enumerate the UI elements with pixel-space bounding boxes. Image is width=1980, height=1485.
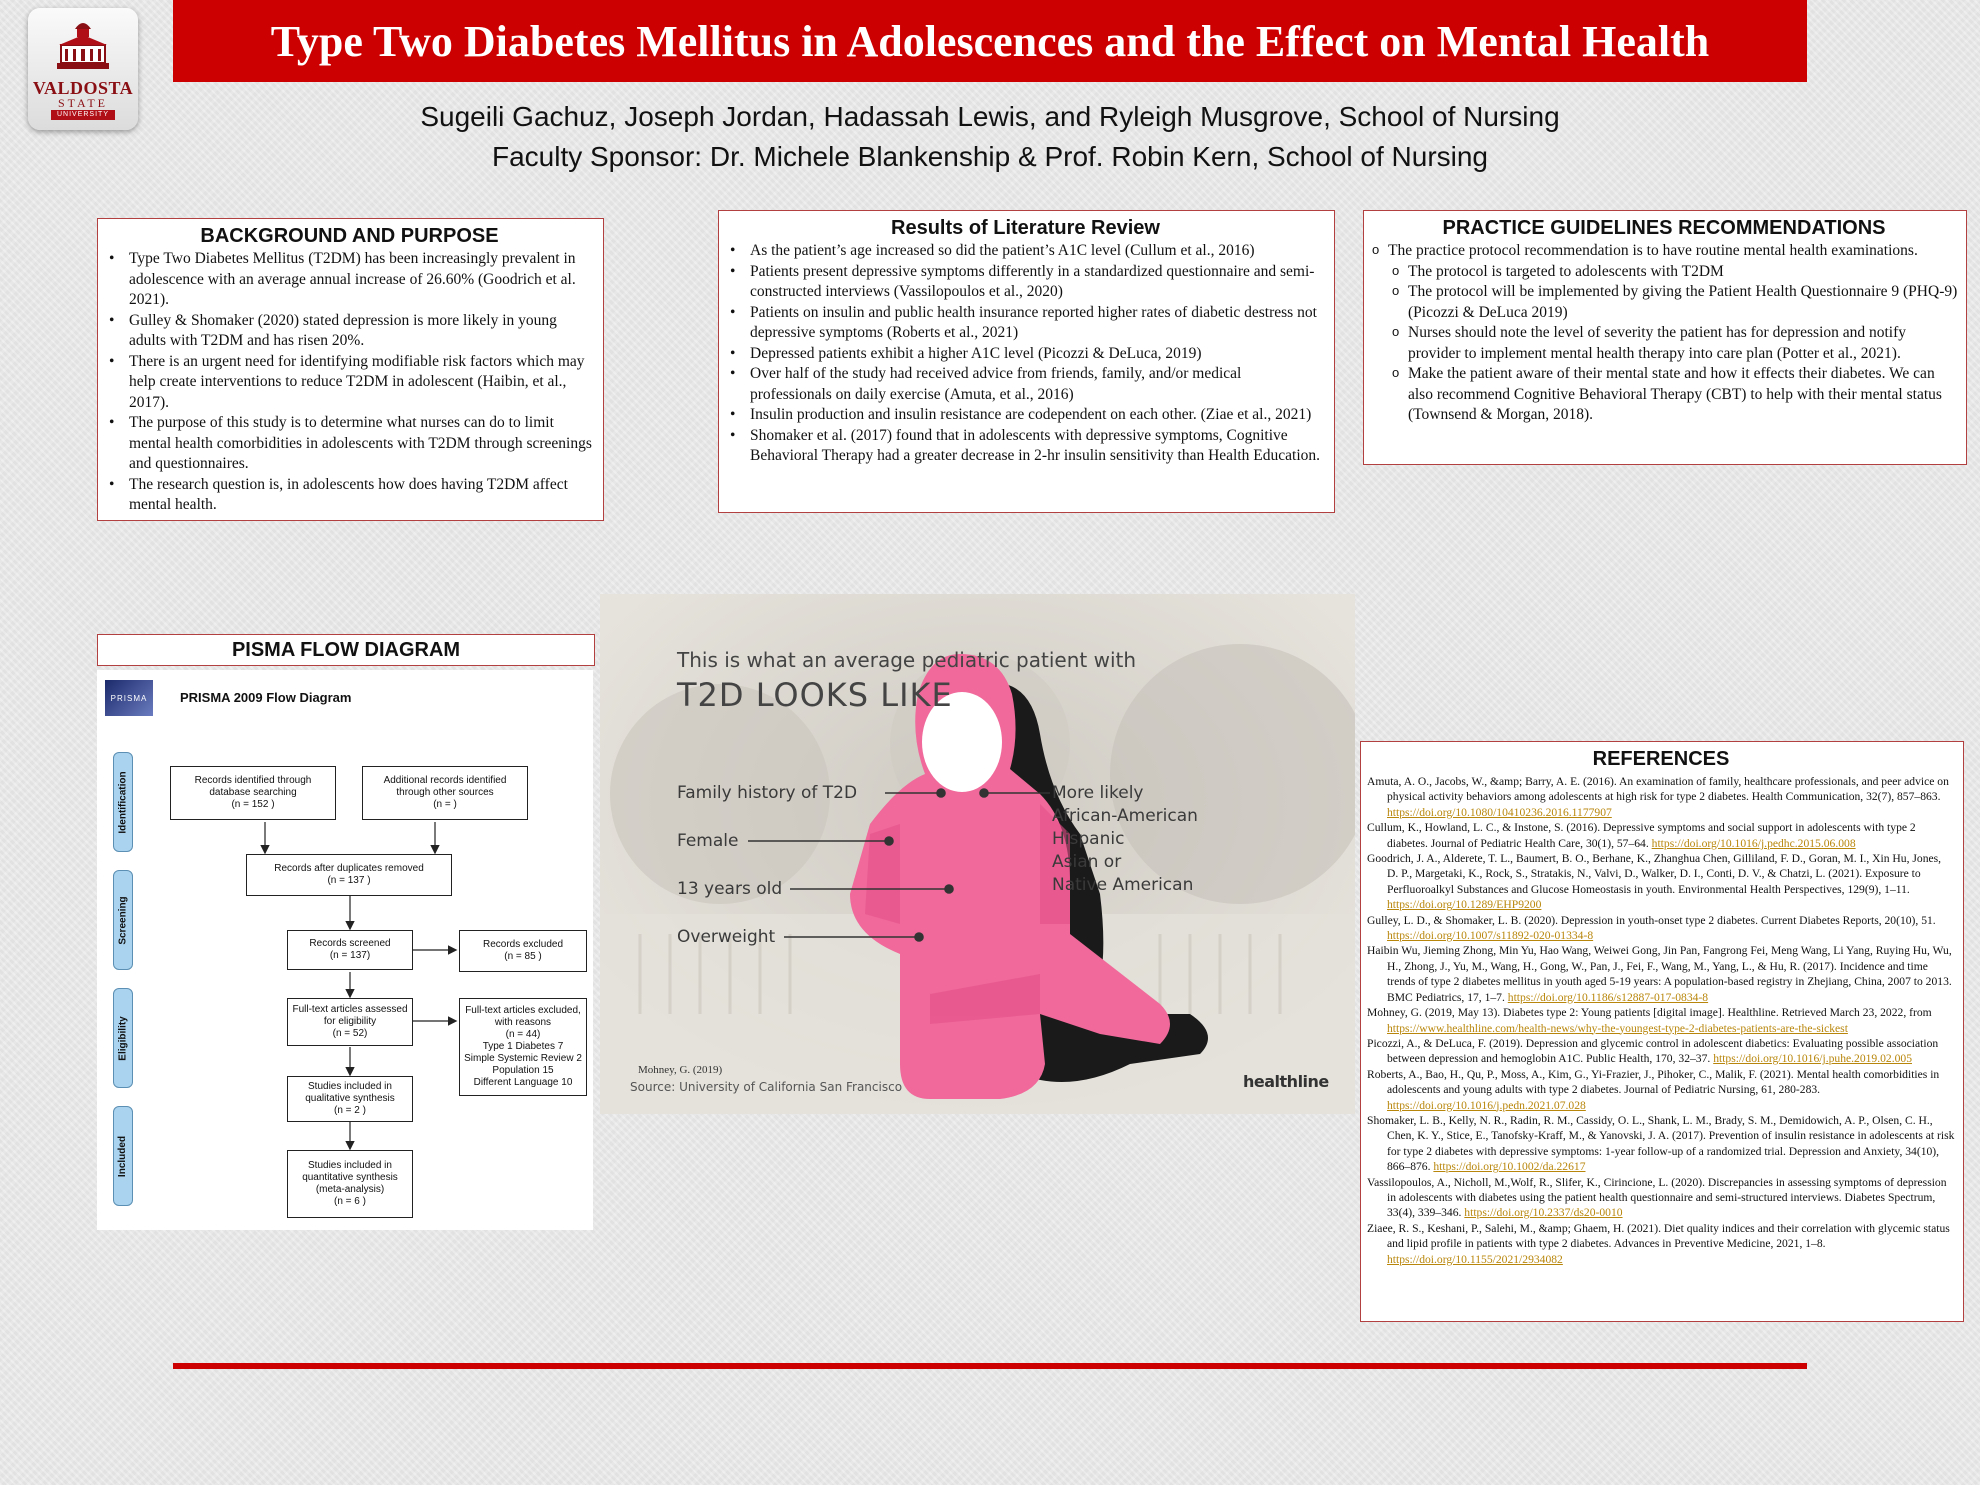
prisma-box-line: through other sources — [396, 787, 494, 798]
label-family-history: Family history of T2D — [677, 783, 858, 803]
stage-label: Identification — [117, 770, 129, 834]
prisma-box-excluded — [459, 930, 587, 972]
infographic-headline: T2D LOOKS LIKE — [677, 676, 953, 714]
reference-link[interactable]: https://doi.org/10.1289/EHP9200 — [1387, 898, 1542, 912]
bottom-divider — [173, 1363, 1807, 1369]
background-heading: BACKGROUND AND PURPOSE — [200, 225, 499, 247]
label-asian-or: Asian or — [1052, 852, 1122, 872]
reference-entry — [1367, 820, 1955, 851]
university-logo — [28, 8, 138, 130]
prisma-box-database — [170, 766, 336, 820]
prisma-box-line: (n = 137) — [329, 950, 371, 961]
prisma-box-line: (n = 52) — [332, 1028, 368, 1039]
references-list — [1367, 774, 1955, 1267]
background-list — [104, 249, 595, 516]
prisma-box-line: Different Language 10 — [473, 1077, 573, 1088]
literature-item: • Shomaker et al. (2017) found that in adolescents with depressive symptoms, Cognitive Behavioral Therapy had a greater decrease in 2-hr insulin sensitivity than Health Education. — [725, 426, 1326, 467]
literature-item: • As the patient’s age increased so did the patient’s A1C level (Cullum et al., 2016) — [725, 241, 1326, 262]
authors-line: Sugeili Gachuz, Joseph Jordan, Hadassah Lewis, and Ryleigh Musgrove, School of Nursing — [420, 101, 1560, 132]
reference-text: Gulley, L. D., & Shomaker, L. B. (2020). Depression in youth-onset type 2 diabetes. Current Diabetes Reports, 20(10), 51. — [1367, 913, 1936, 927]
prisma-box-duplicates — [246, 854, 452, 896]
reference-link[interactable]: https://doi.org/10.1155/2021/2934082 — [1387, 1252, 1563, 1266]
patient-infographic — [600, 594, 1355, 1114]
prisma-diagram — [97, 670, 593, 1230]
literature-section — [718, 210, 1335, 513]
prisma-diagram-title: PRISMA 2009 Flow Diagram — [180, 690, 352, 705]
right-labels — [1052, 782, 1198, 897]
references-section — [1360, 741, 1964, 1322]
prisma-box-line: Additional records identified — [383, 775, 507, 786]
label-native-american: Native American — [1052, 875, 1194, 895]
stage-label: Screening — [117, 895, 129, 945]
prisma-box-line: for eligibility — [323, 1016, 377, 1027]
practice-main-text: The practice protocol recommendation is to have routine mental health examinations. — [1388, 242, 1918, 259]
literature-item: • Insulin production and insulin resistance are codependent on each other. (Ziae et al., 2021) — [725, 405, 1326, 426]
reference-text: Haibin Wu, Jieming Zhong, Min Yu, Hao Wang, Weiwei Gong, Jin Pan, Fangrong Fei, Meng Wang, Li Yang, Ruying Hu, Wu, H., Zhong, J., Yu, M., Wang, H., Gong, W., Pan, J., Fei, F., Wang, M., Yang, L., & Hu, R. (2017). Incidence and time trends of type 2 diabetes mellitus in youth aged 5-19 years: A population-based registry in Zhejiang, China, 2007 to 2013. BMC Pediatrics, 17, 1–7. — [1367, 944, 1952, 1004]
reference-link[interactable]: https://doi.org/10.1016/j.pedhc.2015.06.008 — [1651, 836, 1856, 850]
literature-heading: Results of Literature Review — [891, 217, 1160, 239]
prisma-box-line: (n = ) — [433, 799, 457, 810]
prisma-box-line: Simple Systemic Review 2 — [464, 1053, 582, 1064]
prisma-box-line: Records after duplicates removed — [274, 863, 424, 874]
prisma-box-line: (n = 6 ) — [334, 1196, 366, 1207]
reference-link[interactable]: https://doi.org/10.1186/s12887-017-0834-8 — [1507, 990, 1709, 1004]
reference-link[interactable]: https://www.healthline.com/health-news/why-the-youngest-type-2-diabetes-patients-are-the-sickest — [1387, 1021, 1848, 1035]
prisma-box-line: (meta-analysis) — [315, 1184, 385, 1195]
logo-line-1: VALDOSTA — [32, 78, 134, 98]
prisma-box-line: Studies included in — [308, 1160, 392, 1171]
prisma-logo: PRISMA — [105, 680, 153, 716]
prisma-box-line: database searching — [209, 787, 297, 798]
literature-item: • Patients present depressive symptoms differently in a standardized questionnaire and semi-constructed interviews (Vassilopoulos et al., 2020) — [725, 262, 1326, 303]
poster-title: Type Two Diabetes Mellitus in Adolescences and the Effect on Mental Health — [173, 0, 1807, 82]
practice-sub-list — [1390, 262, 1958, 426]
reference-entry — [1367, 1036, 1955, 1067]
label-overweight: Overweight — [677, 927, 776, 947]
label-hispanic: Hispanic — [1052, 829, 1125, 849]
reference-entry — [1367, 943, 1955, 1005]
infographic-citation: Mohney, G. (2019) — [638, 1064, 723, 1076]
background-section — [97, 218, 604, 521]
prisma-box-fulltext — [287, 998, 413, 1046]
prisma-box-line: Full-text articles excluded, — [465, 1005, 581, 1016]
prisma-box-qualitative — [287, 1076, 413, 1122]
reference-link[interactable]: https://doi.org/10.1080/10410236.2016.1177907 — [1387, 805, 1612, 819]
prisma-section-title: PISMA FLOW DIAGRAM — [97, 634, 595, 666]
prisma-box-line: (n = 137 ) — [327, 875, 371, 886]
author-block — [300, 97, 1680, 177]
reference-link[interactable]: https://doi.org/10.2337/ds20-0010 — [1464, 1206, 1623, 1220]
label-african-american: African-American — [1052, 806, 1198, 826]
reference-text: Amuta, A. O., Jacobs, W., &amp; Barry, A. E. (2016). An examination of family, healthcare professionals, and peer advice on physical activity behaviors among adolescents at high risk for type 2 diabetes. Health Communication, 32(7), 857–863. — [1367, 775, 1949, 804]
sponsor-line: Faculty Sponsor: Dr. Michele Blankenship & Prof. Robin Kern, School of Nursing — [491, 141, 1489, 172]
prisma-box-line: (n = 2 ) — [334, 1105, 366, 1116]
prisma-box-other-sources — [362, 766, 528, 820]
label-female: Female — [677, 831, 739, 851]
practice-list — [1370, 241, 1958, 426]
reference-text: Shomaker, L. B., Kelly, N. R., Radin, R. M., Cassidy, O. L., Shank, L. M., Brady, S. M., Demidowich, A. P., Olsen, C. H., Chen, K. Y., Stice, E., Tanofsky-Kraff, M., & Yanovski, J. A. (2017). Prevention of insulin resistance in adolescents at risk for type 2 diabetes with depressive symptoms: 1-year follow-up of a randomized trial. Depression and Anxiety, 34(10), 866–876. — [1367, 1113, 1955, 1174]
reference-text: Goodrich, J. A., Alderete, T. L., Baumert, B. O., Berhane, K., Zhanghua Chen, Gilliland, F. D., Goran, M. I., Xin Hu, Jones, D. P., Margetaki, K., Rock, S., Stratakis, N., Valvi, D., Walker, D. I., Conti, D. V., & Chatzi, L. (2021). Exposure to Perfluoroalkyl Substances and Glucose Homeostasis in youth. Environmental Health Perspectives, 129(9), 1–11. — [1367, 852, 1942, 896]
background-item: • There is an urgent need for identifying modifiable risk factors which may help create interventions to reduce T2DM in adolescent (Haibin, et al., 2017). — [104, 352, 595, 414]
label-more-likely: More likely — [1052, 783, 1144, 803]
stage-label: Included — [117, 1135, 129, 1177]
infographic-source: Source: University of California San Francisco — [630, 1080, 903, 1094]
prisma-box-line: (n = 44) — [505, 1029, 541, 1040]
literature-item: • Depressed patients exhibit a higher A1C level (Picozzi & DeLuca, 2019) — [725, 344, 1326, 365]
prisma-box-line: Records identified through — [194, 775, 312, 786]
prisma-box-line: Records excluded — [482, 939, 564, 950]
prisma-box-line: Studies included in — [308, 1081, 392, 1092]
prisma-box-screened — [287, 930, 413, 970]
prisma-box-line: (n = 152 ) — [231, 799, 275, 810]
practice-sub-item: o The protocol is targeted to adolescents with T2DM — [1390, 262, 1958, 283]
background-item: • The research question is, in adolescents how does having T2DM affect mental health. — [104, 475, 595, 516]
practice-sub-item: o The protocol will be implemented by giving the Patient Health Questionnaire 9 (PHQ-9) (Picozzi & DeLuca 2019) — [1390, 282, 1958, 323]
stage-label: Eligibility — [117, 1015, 129, 1061]
prisma-box-line: qualitative synthesis — [305, 1093, 395, 1104]
reference-entry — [1367, 1221, 1955, 1267]
prisma-box-line: Records screened — [309, 938, 391, 949]
reference-entry — [1367, 1113, 1955, 1175]
prisma-box-line: quantitative synthesis — [302, 1172, 398, 1183]
reference-text: Roberts, A., Bao, H., Qu, P., Moss, A., Kim, G., Yi-Frazier, J., Pihoker, C., Malik, F. (2021). Mental health comorbidities in adolescents and young adults with type 2 diabetes. Journal of Pediatric Nursing, 61, 280-283. — [1367, 1067, 1940, 1097]
reference-link[interactable]: https://doi.org/10.1016/j.puhe.2019.02.005 — [1713, 1052, 1913, 1066]
prisma-box-line: with reasons — [494, 1017, 552, 1028]
healthline-logo: healthline — [1243, 1072, 1329, 1091]
logo-line-3: UNIVERSITY — [51, 110, 115, 120]
infographic-subtitle: This is what an average pediatric patient with — [677, 648, 1137, 672]
reference-entry — [1367, 774, 1955, 820]
reference-text: Ziaee, R. S., Keshani, P., Salehi, M., &amp; Ghaem, H. (2021). Diet quality indices and their correlation with glycemic status and lipid profile in patients with type 2 diabetes. Advances in Preventive Medicine, 2021, 1–8. — [1367, 1221, 1950, 1251]
references-heading: REFERENCES — [1592, 748, 1730, 770]
prisma-box-line: (n = 85 ) — [504, 951, 542, 962]
label-age: 13 years old — [677, 879, 783, 899]
reference-text: Vassilopoulos, A., Nicholl, M.,Wolf, R., Slifer, K., Cirincione, L. (2020). Discrepancies in assessing symptoms of depression in adolescents with diabetes using the patient health questionnaire and semi-structured interviews. Diabetes Spectrum, 33(4), 339–346. — [1367, 1175, 1947, 1220]
practice-heading: PRACTICE GUIDELINES RECOMMENDATIONS — [1442, 217, 1886, 239]
prisma-box-quantitative — [287, 1150, 413, 1218]
practice-section — [1363, 210, 1967, 465]
reference-text: Picozzi, A., & DeLuca, F. (2019). Depression and glycemic control in adolescent diabetics: Evaluating possible association between depression and hemoglobin A1C. Public Health, 170, 32–37. — [1367, 1036, 1939, 1066]
reference-entry — [1367, 1005, 1955, 1036]
prisma-box-line: Type 1 Diabetes 7 — [482, 1041, 564, 1052]
reference-text: Cullum, K., Howland, L. C., & Instone, S. (2016). Depressive symptoms and social support in adolescents with type 2 diabetes. Journal of Pediatric Health Care, 30(1), 57–64. — [1367, 821, 1916, 850]
prisma-box-line: Population 15 — [492, 1065, 554, 1076]
literature-item: • Patients on insulin and public health insurance reported higher rates of diabetic destress not depressive symptoms (Roberts et al., 2021) — [725, 303, 1326, 344]
logo-line-2: STATE — [57, 96, 109, 110]
background-item: • Type Two Diabetes Mellitus (T2DM) has been increasingly prevalent in adolescence with an average annual increase of 26.60% (Goodrich et al. 2021). — [104, 249, 595, 311]
background-item: • Gulley & Shomaker (2020) stated depression is more likely in young adults with T2DM and has risen 20%. — [104, 311, 595, 352]
reference-link[interactable]: https://doi.org/10.1016/j.pedn.2021.07.028 — [1387, 1098, 1586, 1112]
reference-link[interactable]: https://doi.org/10.1007/s11892-020-01334-8 — [1387, 929, 1594, 943]
reference-entry — [1367, 1175, 1955, 1221]
reference-link[interactable]: https://doi.org/10.1002/da.22617 — [1433, 1160, 1586, 1174]
reference-entry — [1367, 851, 1955, 913]
prisma-box-fulltext-excluded — [459, 998, 587, 1096]
literature-list — [725, 241, 1326, 467]
building-icon — [51, 19, 115, 77]
infographic-background — [600, 594, 1355, 1114]
practice-main-item — [1370, 241, 1958, 426]
reference-entry — [1367, 913, 1955, 944]
literature-item: • Over half of the study had received advice from friends, family, and/or medical professionals on daily exercise (Amuta, et al., 2016) — [725, 364, 1326, 405]
reference-text: Mohney, G. (2019, May 13). Diabetes type 2: Young patients [digital image]. Healthline. Retrieved March 23, 2022, from — [1367, 1006, 1932, 1020]
prisma-box-line: Full-text articles assessed — [292, 1004, 408, 1015]
practice-sub-item: o Nurses should note the level of severity the patient has for depression and notify provider to implement mental health therapy into care plan (Potter et al., 2021). — [1390, 323, 1958, 364]
reference-entry — [1367, 1067, 1955, 1113]
practice-sub-item: o Make the patient aware of their mental state and how it effects their diabetes. We can also recommend Cognitive Behavioral Therapy (CBT) to help with their mental status (Townsend & Morgan, 2018). — [1390, 364, 1958, 426]
background-item: • The purpose of this study is to determine what nurses can do to limit mental health comorbidities in adolescents with T2DM through screenings and questionnaires. — [104, 413, 595, 475]
